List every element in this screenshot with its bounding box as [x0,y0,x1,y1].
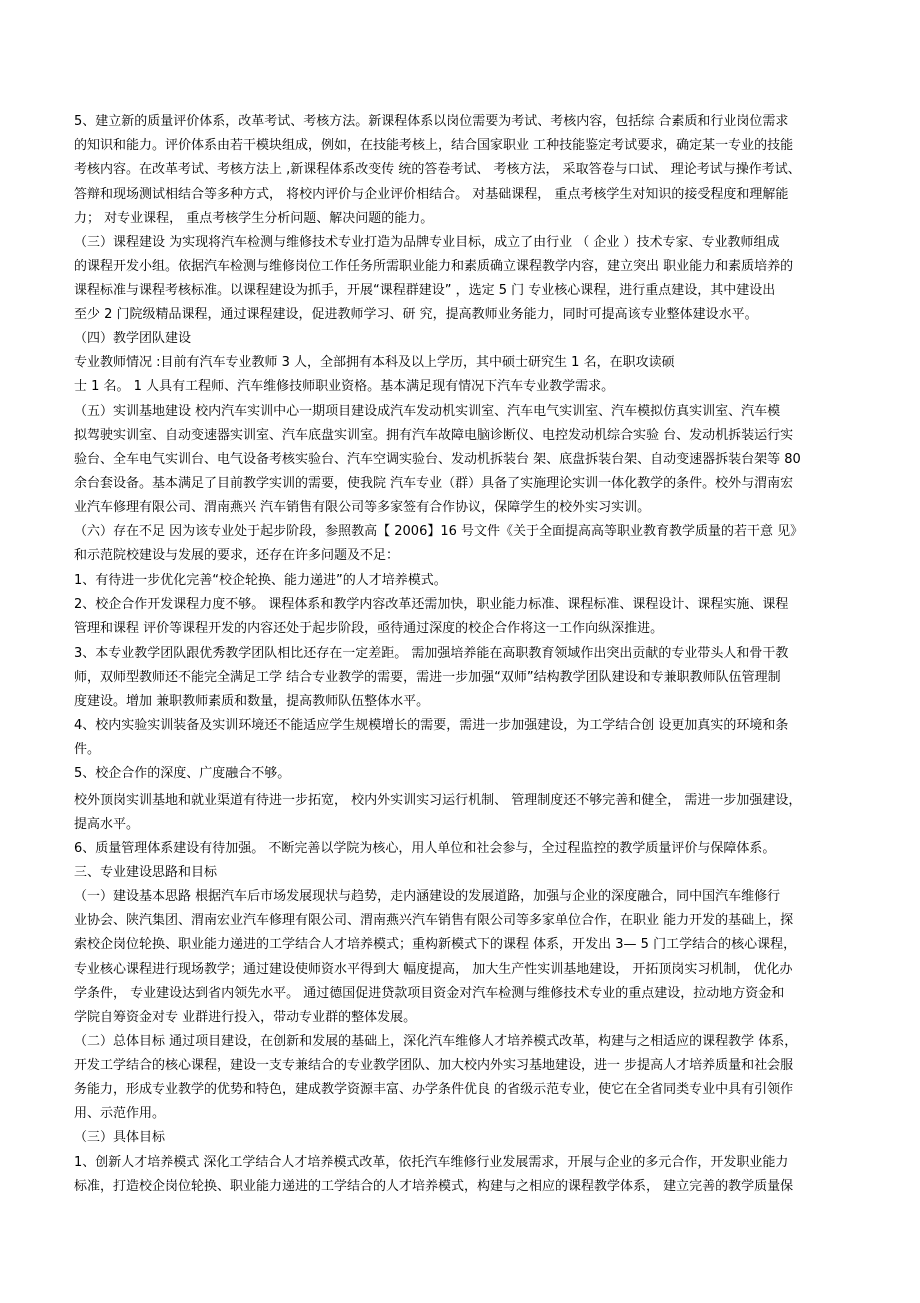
text-line: 专业核心课程进行现场教学；通过建设使师资水平得到大 幅度提高， 加大生产性实训基地建设， 开拓顶岗实习机制， 优化办 [74,962,793,977]
text-line: 验台、全车电气实训台、电气设备考核实验台、汽车空调实验台、发动机拆装台 架、底盘拆装台架、自动变速器拆装台架等 80 [74,452,801,467]
text-line: （三）课程建设 为实现将汽车检测与维修技术专业打造为品牌专业目标，成立了由行业 （ 企业 ）技术专家、专业教师组成 [74,235,780,250]
text-line: （一）建设基本思路 根据汽车后市场发展现状与趋势，走内涵建设的发展道路，加强与企业的深度融合，同中国汽车维修行 [74,889,781,904]
text-line: 5、建立新的质量评价体系，改革考试、考核方法。新课程体系以岗位需要为考试、考核内容，包括综 合素质和行业岗位需求 [74,114,789,129]
text-line: 余台套设备。基本满足了目前教学实训的需要，使我院 汽车专业（群）具备了实施理论实训一体化教学的条件。校外与渭南宏 [74,476,794,491]
text-line: 度建设。增加 兼职教师素质和数量，提高教师队伍整体水平。 [74,694,430,709]
text-line: 的知识和能力。评价体系由若干模块组成，例如，在技能考核上，结合国家职业 工种技能鉴定考试要求，确定某一专业的技能 [74,138,794,153]
text-line: 3、本专业教学团队跟优秀教学团队相比还存在一定差距。 需加强培养能在高职教育领域作出突出贡献的专业带头人和骨干教 [74,646,789,661]
section-heading: （三）具体目标 [74,1130,166,1145]
section-heading: （四）教学团队建设 [74,331,192,346]
text-line: 4、校内实验实训装备及实训环境还不能适应学生规模增长的需要，需进一步加强建设，为工学结合创 设更加真实的环境和条 [74,718,789,733]
text-line: 学院自筹资金对专 业群进行投入，带动专业群的整体发展。 [74,1010,417,1025]
text-line: （五）实训基地建设 校内汽车实训中心一期项目建设成汽车发动机实训室、汽车电气实训室、汽车模拟仿真实训室、汽车模 [74,404,781,419]
section-heading: 三、专业建设思路和目标 [74,865,218,880]
text-line: 士 1 名。 1 人具有工程师、汽车维修技师职业资格。基本满足现有情况下汽车专业教学需求。 [74,379,615,394]
text-line: 标准，打造校企岗位轮换、职业能力递进的工学结合的人才培养模式，构建与之相应的课程教学体系， 建立完善的教学质量保 [74,1179,794,1194]
text-line: 用、示范作用。 [74,1106,166,1121]
text-line: 提高水平。 [74,817,140,832]
text-line: 校外顶岗实训基地和就业渠道有待进一步拓宽， 校内外实训实习运行机制、 管理制度还不够完善和健全， 需进一步加强建设， [74,793,802,808]
text-line: 6、质量管理体系建设有待加强。 不断完善以学院为核心，用人单位和社会参与，全过程监控的教学质量评价与保障体系。 [74,841,776,856]
text-line: 拟驾驶实训室、自动变速器实训室、汽车底盘实训室。拥有汽车故障电脑诊断仪、电控发动机综合实验 台、发动机拆装运行实 [74,428,794,443]
text-line: 1、创新人才培养模式 深化工学结合人才培养模式改革，依托汽车维修行业发展需求，开展与企业的多元合作，开发职业能力 [74,1155,789,1170]
text-line: 课程标准与课程考核标准。以课程建设为抓手，开展“课程群建设” ，选定 5 门 专业核心课程，进行重点建设，其中建设出 [74,283,776,298]
text-line: 和示范院校建设与发展的要求，还存在许多问题及不足： [74,548,400,563]
text-line: 2、校企合作开发课程力度不够。 课程体系和教学内容改革还需加快，职业能力标准、课程标准、课程设计、课程实施、课程 [74,597,789,612]
text-line: 学条件， 专业建设达到省内领先水平。 通过德国促进贷款项目资金对汽车检测与维修技术专业的重点建设，拉动地方资金和 [74,986,785,1001]
text-line: 专业教师情况 :目前有汽车专业教师 3 人，全部拥有本科及以上学历，其中硕士研究生 1 名，在职攻读硕 [74,355,675,370]
text-line: 开发工学结合的核心课程，建设一支专兼结合的专业教学团队、加大校内外实习基地建设，进一 步提高人才培养质量和社会服 [74,1058,794,1073]
text-line: （六）存在不足 因为该专业处于起步阶段，参照教高【 2006】16 号文件《关于全面提高高等职业教育教学质量的若干意 见》 [74,524,804,539]
text-line: 管理和课程 评价等课程开发的内容还处于起步阶段，亟待通过深度的校企合作将这一工作向纵深推进。 [74,621,664,636]
text-line: 力； 对专业课程， 重点考核学生分析问题、解决问题的能力。 [74,211,434,226]
text-line: 5、校企合作的深度、广度融合不够。 [74,766,291,781]
text-line: 件。 [74,742,101,757]
text-line: （二）总体目标 通过项目建设，在创新和发展的基础上，深化汽车维修人才培养模式改革，构建与之相适应的课程教学 体系， [74,1034,798,1049]
text-line: 业汽车修理有限公司、渭南燕兴 汽车销售有限公司等多家签有合作协议，保障学生的校外实习实训。 [74,500,651,515]
text-line: 索校企岗位轮换、职业能力递进的工学结合人才培养模式；重构新模式下的课程 体系，开发出 3— 5 门工学结合的核心课程， [74,937,797,952]
text-line: 的课程开发小组。依据汽车检测与维修岗位工作任务所需职业能力和素质确立课程教学内容，建立突出 职业能力和素质培养的 [74,259,794,274]
text-line: 务能力，形成专业教学的优势和特色，建成教学资源丰富、办学条件优良 的省级示范专业，使它在全省同类专业中具有引领作 [74,1082,794,1097]
text-line: 1、有待进一步优化完善“校企轮换、能力递进”的人才培养模式。 [74,573,447,588]
text-line: 业协会、陕汽集团、渭南宏业汽车修理有限公司、渭南燕兴汽车销售有限公司等多家单位合作，在职业 能力开发的基础上，探 [74,913,794,928]
text-line: 答辩和现场测试相结合等多种方式， 将校内评价与企业评价相结合。 对基础课程， 重点考核学生对知识的接受程度和理解能 [74,187,789,202]
text-line: 至少 2 门院级精品课程，通过课程建设，促进教师学习、研 究，提高教师业务能力，同时可提高该专业整体建设水平。 [74,307,758,322]
text-line: 考核内容。在改革考试、考核方法上 ,新课程体系改变传 统的答卷考试、 考核方法， 采取答卷与口试、 理论考试与操作考试、 [74,162,801,177]
text-line: 师，双师型教师还不能完全满足工学 结合专业教学的需要，需进一步加强“双师”结构教学团队建设和专兼职教师队伍管理制 [74,670,781,685]
